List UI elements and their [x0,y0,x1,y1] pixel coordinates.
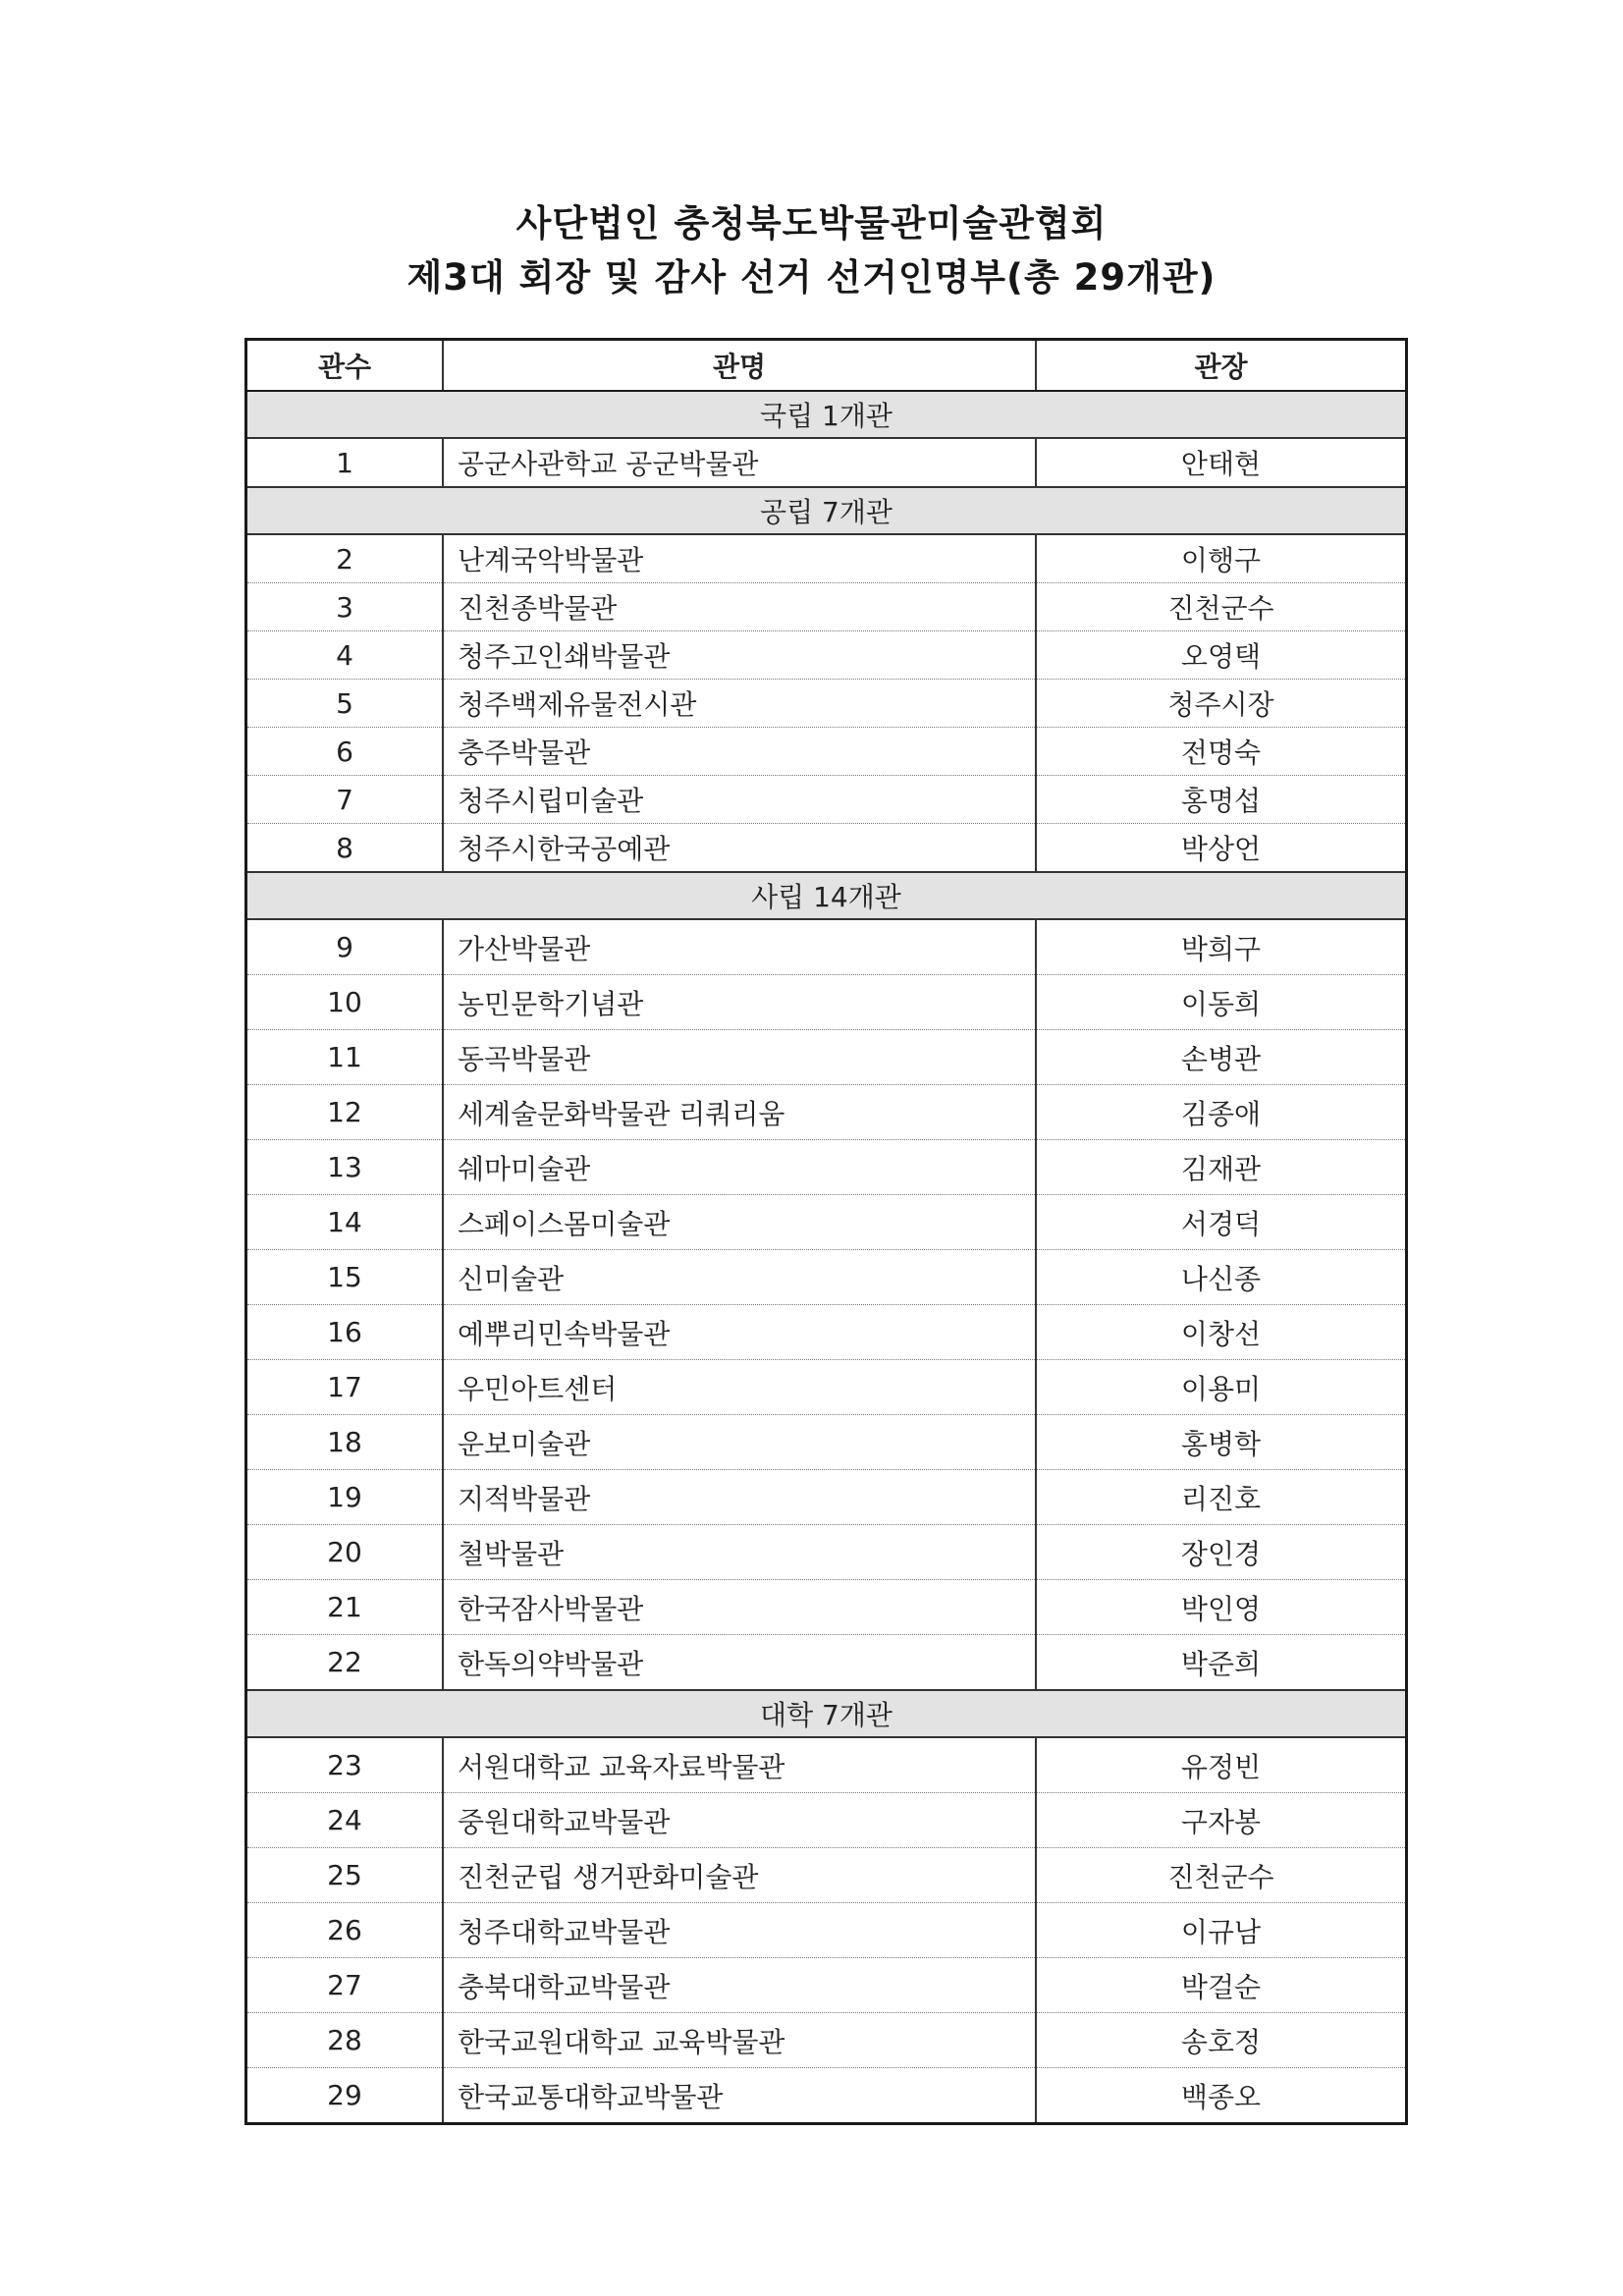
cell-museum-name: 세계술문화박물관 리쿼리움 [443,1085,1036,1140]
table-row [246,583,1407,631]
cell-number: 14 [246,1195,444,1250]
table-row [246,1580,1407,1635]
group-label: 국립 1개관 [246,391,1407,438]
cell-museum-name: 스페이스몸미술관 [443,1195,1036,1250]
table-row [246,776,1407,824]
cell-number: 17 [246,1360,444,1415]
table-row [246,728,1407,776]
group-label: 사립 14개관 [246,872,1407,919]
cell-number: 2 [246,534,444,583]
table-row [246,1903,1407,1958]
group-header-row [246,872,1407,919]
cell-number: 10 [246,975,444,1030]
table-row [246,1360,1407,1415]
table-row [246,1085,1407,1140]
cell-director: 박걸순 [1036,1958,1407,2013]
cell-number: 23 [246,1737,444,1793]
cell-director: 서경덕 [1036,1195,1407,1250]
cell-museum-name: 청주백제유물전시관 [443,680,1036,728]
cell-museum-name: 진천종박물관 [443,583,1036,631]
cell-number: 11 [246,1030,444,1085]
cell-museum-name: 한국잠사박물관 [443,1580,1036,1635]
cell-director: 송호정 [1036,2013,1407,2068]
cell-museum-name: 난계국악박물관 [443,534,1036,583]
cell-director: 이행구 [1036,534,1407,583]
cell-number: 18 [246,1415,444,1470]
cell-museum-name: 공군사관학교 공군박물관 [443,438,1036,487]
cell-museum-name: 한국교통대학교박물관 [443,2068,1036,2124]
cell-director: 이동희 [1036,975,1407,1030]
cell-number: 15 [246,1250,444,1305]
cell-director: 리진호 [1036,1470,1407,1525]
cell-director: 이규남 [1036,1903,1407,1958]
header-director: 관장 [1036,340,1407,392]
cell-number: 20 [246,1525,444,1580]
table-row [246,1140,1407,1195]
cell-number: 6 [246,728,444,776]
cell-museum-name: 지적박물관 [443,1470,1036,1525]
cell-director: 박희구 [1036,919,1407,975]
table-row [246,438,1407,487]
table-row [246,1737,1407,1793]
cell-museum-name: 서원대학교 교육자료박물관 [443,1737,1036,1793]
cell-number: 29 [246,2068,444,2124]
document-title-line1: 사단법인 충청북도박물관미술관협회 [515,202,1108,245]
cell-number: 5 [246,680,444,728]
header-number: 관수 [246,340,444,392]
group-header-row [246,391,1407,438]
cell-director: 진천군수 [1036,1848,1407,1903]
cell-museum-name: 청주고인쇄박물관 [443,631,1036,680]
cell-number: 16 [246,1305,444,1360]
table-row [246,1958,1407,2013]
cell-museum-name: 신미술관 [443,1250,1036,1305]
table-header-row [246,340,1407,392]
table-row [246,1305,1407,1360]
cell-number: 28 [246,2013,444,2068]
table-row [246,919,1407,975]
cell-number: 26 [246,1903,444,1958]
cell-museum-name: 한국교원대학교 교육박물관 [443,2013,1036,2068]
cell-museum-name: 철박물관 [443,1525,1036,1580]
table-row [246,2068,1407,2124]
table-row [246,1793,1407,1848]
cell-number: 7 [246,776,444,824]
table-row [246,1525,1407,1580]
cell-museum-name: 예뿌리민속박물관 [443,1305,1036,1360]
cell-number: 13 [246,1140,444,1195]
cell-number: 27 [246,1958,444,2013]
cell-number: 8 [246,824,444,873]
cell-museum-name: 농민문학기념관 [443,975,1036,1030]
cell-museum-name: 쉐마미술관 [443,1140,1036,1195]
cell-director: 박인영 [1036,1580,1407,1635]
table-row [246,680,1407,728]
cell-director: 안태현 [1036,438,1407,487]
voter-roster-table [244,338,1408,2125]
cell-director: 구자봉 [1036,1793,1407,1848]
cell-director: 홍병학 [1036,1415,1407,1470]
table-row [246,1848,1407,1903]
cell-director: 장인경 [1036,1525,1407,1580]
cell-director: 박준희 [1036,1635,1407,1691]
cell-director: 이창선 [1036,1305,1407,1360]
cell-director: 진천군수 [1036,583,1407,631]
cell-museum-name: 청주시립미술관 [443,776,1036,824]
cell-director: 손병관 [1036,1030,1407,1085]
cell-museum-name: 우민아트센터 [443,1360,1036,1415]
group-label: 대학 7개관 [246,1690,1407,1737]
cell-number: 9 [246,919,444,975]
cell-museum-name: 가산박물관 [443,919,1036,975]
cell-museum-name: 동곡박물관 [443,1030,1036,1085]
cell-director: 홍명섭 [1036,776,1407,824]
table-row [246,1195,1407,1250]
cell-director: 유정빈 [1036,1737,1407,1793]
table-row [246,1250,1407,1305]
cell-number: 19 [246,1470,444,1525]
cell-number: 12 [246,1085,444,1140]
cell-director: 백종오 [1036,2068,1407,2124]
table-row [246,1030,1407,1085]
cell-number: 22 [246,1635,444,1691]
cell-director: 김재관 [1036,1140,1407,1195]
document-title-line2: 제3대 회장 및 감사 선거 선거인명부(총 29개관) [406,256,1217,299]
cell-museum-name: 중원대학교박물관 [443,1793,1036,1848]
cell-museum-name: 청주대학교박물관 [443,1903,1036,1958]
cell-director: 김종애 [1036,1085,1407,1140]
table-row [246,975,1407,1030]
table-row [246,2013,1407,2068]
cell-number: 1 [246,438,444,487]
cell-number: 24 [246,1793,444,1848]
cell-number: 3 [246,583,444,631]
group-header-row [246,1690,1407,1737]
table-row [246,534,1407,583]
cell-director: 오영택 [1036,631,1407,680]
cell-number: 25 [246,1848,444,1903]
cell-number: 4 [246,631,444,680]
cell-museum-name: 운보미술관 [443,1415,1036,1470]
cell-director: 청주시장 [1036,680,1407,728]
table-row [246,1415,1407,1470]
cell-director: 이용미 [1036,1360,1407,1415]
cell-number: 21 [246,1580,444,1635]
table-row [246,631,1407,680]
table-row [246,1635,1407,1691]
cell-museum-name: 충북대학교박물관 [443,1958,1036,2013]
cell-director: 전명숙 [1036,728,1407,776]
cell-museum-name: 충주박물관 [443,728,1036,776]
group-header-row [246,487,1407,534]
table-row [246,824,1407,873]
group-label: 공립 7개관 [246,487,1407,534]
cell-museum-name: 진천군립 생거판화미술관 [443,1848,1036,1903]
cell-director: 박상언 [1036,824,1407,873]
cell-museum-name: 한독의약박물관 [443,1635,1036,1691]
table-body [246,391,1407,2124]
header-museum-name: 관명 [443,340,1036,392]
cell-director: 나신종 [1036,1250,1407,1305]
table-row [246,1470,1407,1525]
cell-museum-name: 청주시한국공예관 [443,824,1036,873]
